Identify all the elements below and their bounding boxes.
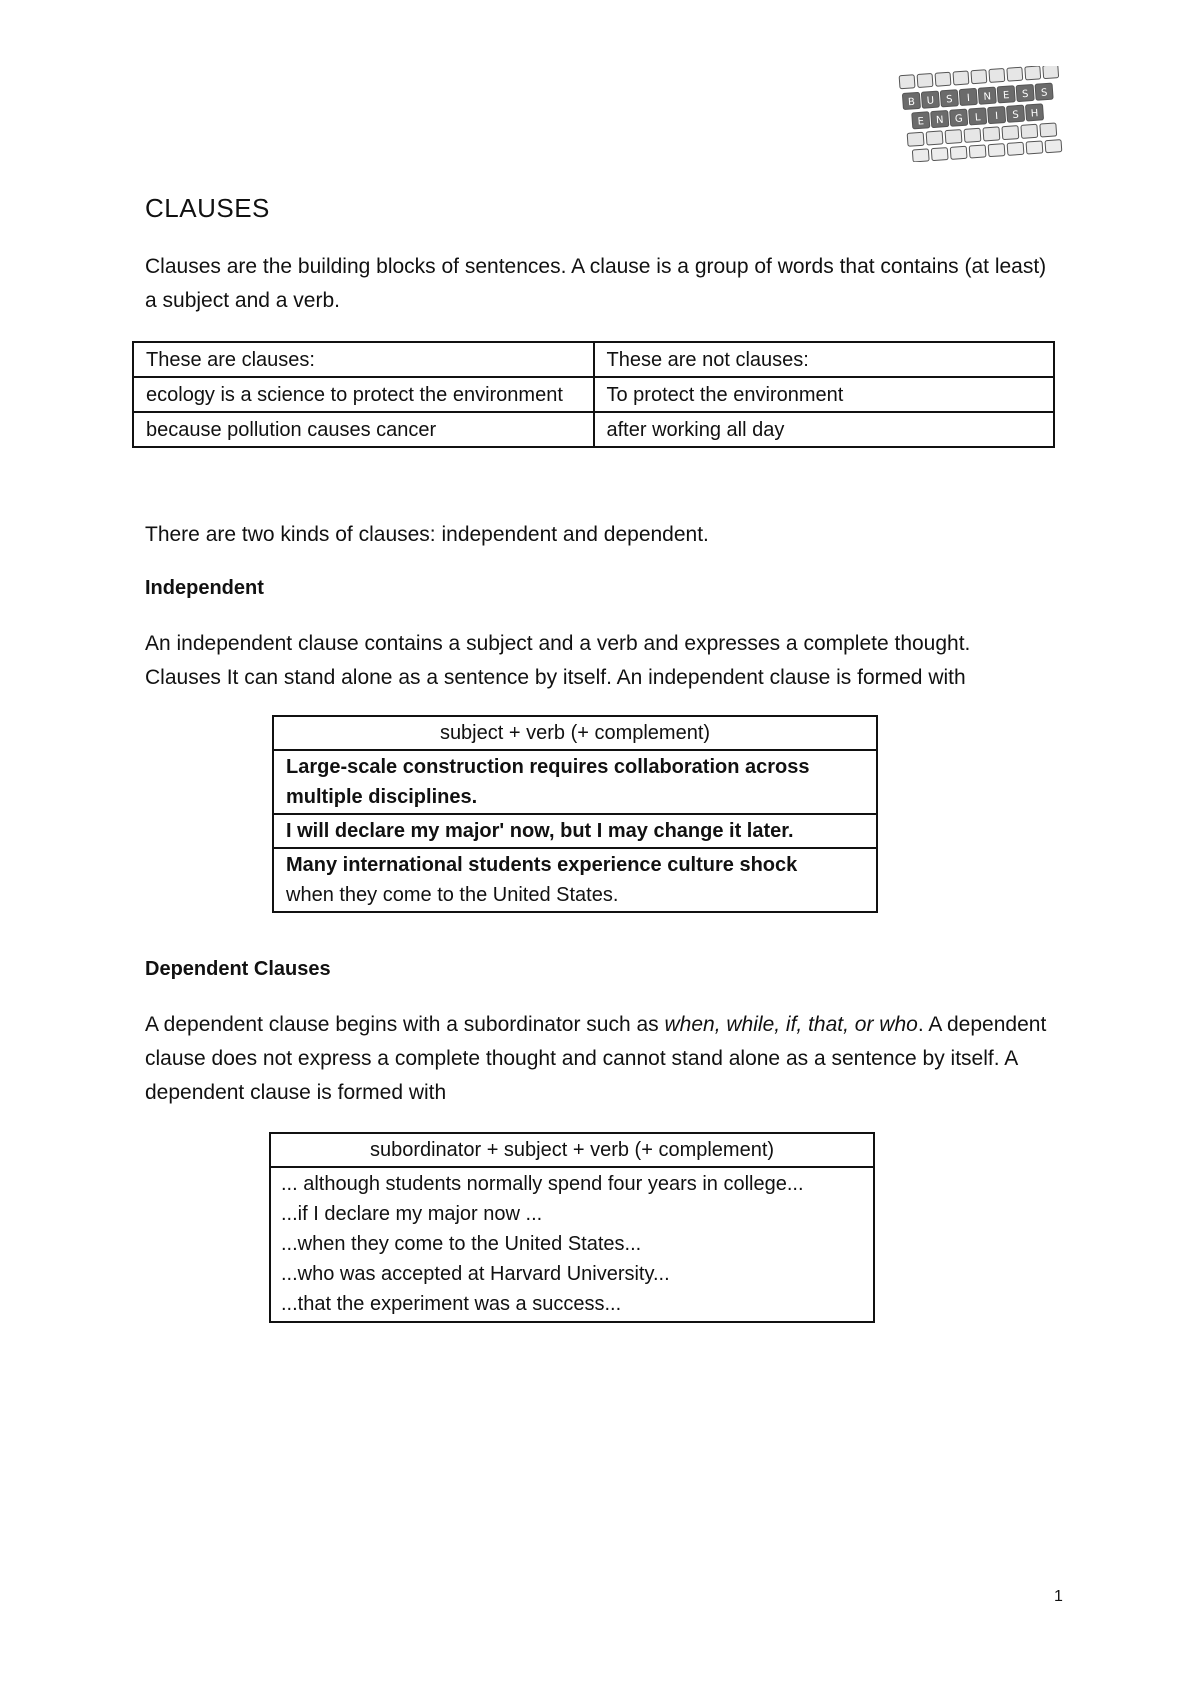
formula-row: [273, 716, 877, 750]
logo-key: [969, 145, 986, 158]
table-row: [273, 848, 877, 912]
clause-examples-table: [132, 341, 1055, 448]
logo-key: [926, 131, 943, 145]
logo-key-letter: I: [994, 110, 999, 123]
logo-key: [1021, 124, 1038, 138]
logo-key-letter: B: [907, 96, 916, 109]
logo-key: [953, 71, 969, 85]
logo-key-letter: S: [1040, 87, 1048, 99]
logo-key-letter: S: [1012, 109, 1020, 121]
independent-paragraph: An independent clause contains a subject and a verb and expresses a complete thought. Clauses It can stand alone as a sentence by itself. An independent clause is formed with: [145, 632, 971, 689]
example-sentence: [273, 848, 877, 912]
table-cell: To protect the environment: [594, 377, 1055, 412]
dependent-examples-cell: [270, 1167, 874, 1322]
table-row: [273, 814, 877, 848]
table-cell: after working all day: [594, 412, 1055, 447]
business-english-keyboard-logo: [898, 66, 1068, 162]
logo-key: [971, 70, 987, 84]
independent-clause-table: [272, 715, 878, 913]
table-row: [133, 412, 1054, 447]
dependent-formula: subordinator + subject + verb (+ complement): [270, 1133, 874, 1167]
table-row: [270, 1167, 874, 1322]
logo-key: [964, 128, 981, 142]
logo-key-letter: S: [1021, 88, 1029, 101]
logo-key: [931, 148, 948, 161]
table-cell: ecology is a science to protect the environment: [133, 377, 594, 412]
formula-row: [270, 1133, 874, 1167]
logo-key: [1007, 67, 1023, 81]
independent-formula: subject + verb (+ complement): [273, 716, 877, 750]
logo-key: [917, 73, 933, 87]
logo-key: [1002, 126, 1019, 140]
header-not-clauses: These are not clauses:: [594, 342, 1055, 377]
logo-key: [912, 149, 929, 162]
logo-key-letter: N: [983, 91, 992, 103]
dependent-text-before: A dependent clause begins with a subordinator such as: [145, 1013, 665, 1036]
logo-key: [983, 127, 1000, 141]
list-item: ... although students normally spend four years in college...: [281, 1173, 804, 1195]
logo-key: [1045, 140, 1062, 153]
logo-key: [950, 146, 967, 159]
logo-key: [1026, 141, 1043, 154]
kinds-paragraph: There are two kinds of clauses: independent and dependent.: [145, 523, 709, 546]
independent-heading: Independent: [145, 577, 264, 599]
logo-key-letter: E: [1002, 90, 1010, 102]
example-regular-part: when they come to the United States.: [286, 884, 619, 906]
logo-key: [1040, 123, 1057, 137]
dependent-clause-table: [269, 1132, 875, 1323]
logo-key-letter: G: [954, 113, 964, 125]
intro-paragraph: Clauses are the building blocks of sentences. A clause is a group of words that contains (at least) a subject and a verb.: [145, 255, 1047, 312]
logo-key: [988, 144, 1005, 157]
dependent-heading: Dependent Clauses: [145, 958, 331, 980]
example-bold-part: Many international students experience culture shock: [286, 854, 798, 876]
logo-key: [945, 130, 962, 144]
logo-key-letter: H: [1030, 108, 1039, 120]
logo-key-letter: L: [974, 112, 981, 124]
logo-key: [1007, 142, 1024, 155]
logo-key: [1025, 66, 1041, 80]
dependent-paragraph: [145, 1008, 1050, 1110]
logo-key-letter: N: [935, 114, 944, 127]
logo-key-letter: I: [966, 92, 971, 105]
logo-key-letter: E: [917, 116, 925, 128]
table-row: [133, 377, 1054, 412]
list-item: ...when they come to the United States...: [281, 1233, 642, 1255]
subordinator-list: when, while, if, that, or who: [664, 1013, 918, 1036]
logo-key: [907, 132, 924, 146]
logo-key-letter: U: [926, 95, 935, 107]
page-title: CLAUSES: [145, 193, 270, 223]
header-clauses: These are clauses:: [133, 342, 594, 377]
list-item: ...that the experiment was a success...: [281, 1293, 622, 1315]
logo-key: [899, 75, 915, 89]
table-header-row: [133, 342, 1054, 377]
table-cell: because pollution causes cancer: [133, 412, 594, 447]
logo-key-letter: S: [945, 94, 953, 106]
list-item: ...who was accepted at Harvard University...: [281, 1263, 670, 1285]
list-item: ...if I declare my major now ...: [281, 1203, 543, 1225]
logo-key: [989, 68, 1005, 82]
example-sentence: Large-scale construction requires collaboration across multiple disciplines.: [273, 750, 877, 814]
logo-key: [935, 72, 951, 86]
example-sentence: I will declare my major' now, but I may change it later.: [273, 814, 877, 848]
logo-key: [1043, 66, 1059, 79]
page-number: 1: [1054, 1588, 1063, 1605]
dependent-text-after: . A dependent clause does not express a complete thought and cannot stand alone as a sentence by itself. A dependent clause is formed with: [145, 1013, 1047, 1104]
table-row: [273, 750, 877, 814]
